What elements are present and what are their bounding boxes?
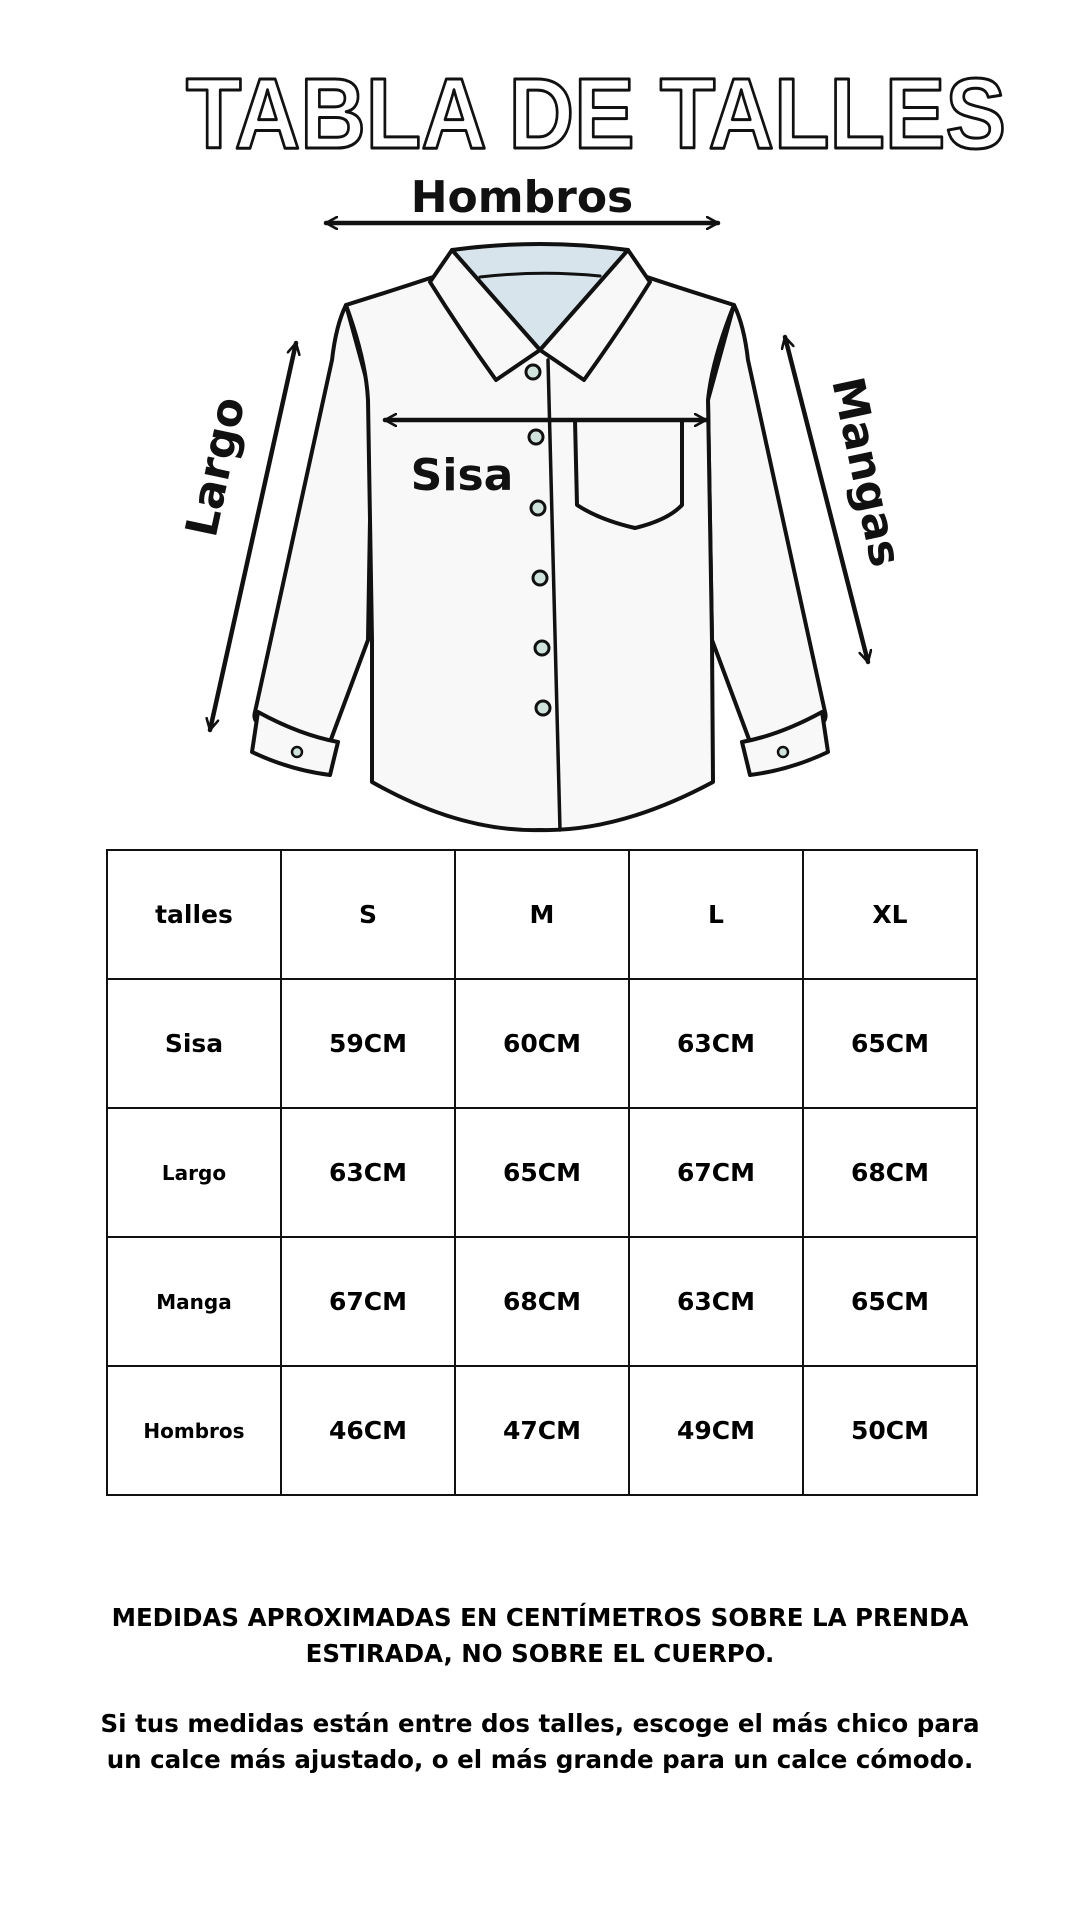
size-table [106,849,978,1496]
right-cuff-button [778,747,788,757]
table-row [107,979,977,1108]
table-header-row [107,850,977,979]
page-title-text: TABLA DE TALLES [186,58,1006,170]
table-row [107,1366,977,1495]
shirt-illustration [252,244,828,830]
button-4 [533,571,547,585]
size-advice: Si tus medidas están entre dos talles, escoge el más chico para un calce más ajustado, o el más grande para un calce cómodo. [100,1709,980,1774]
hombros-label: Hombros [410,172,634,223]
button-2 [529,430,543,444]
row-label-largo: Largo [107,1108,281,1237]
button-1 [526,365,540,379]
table-row [107,1237,977,1366]
left-sleeve [254,305,372,742]
row-label-manga: Manga [107,1237,281,1366]
mangas-label: Mangas [821,372,912,572]
button-6 [536,701,550,715]
table-row [107,1108,977,1237]
shirt-body [346,272,734,830]
header-cell-talles: talles [107,850,281,979]
table-cell: 68CM [455,1237,629,1366]
header-cell-xl: XL [803,850,977,979]
chest-pocket [575,420,682,528]
row-label-hombros: Hombros [107,1366,281,1495]
table-cell: 63CM [629,979,803,1108]
sisa-label: Sisa [410,450,514,501]
header-cell-l: L [629,850,803,979]
shirt-diagram [0,160,1080,840]
table-cell: 60CM [455,979,629,1108]
table-cell: 59CM [281,979,455,1108]
table-cell: 47CM [455,1366,629,1495]
table-cell: 67CM [281,1237,455,1366]
largo-label: Largo [176,392,256,542]
table-cell: 46CM [281,1366,455,1495]
table-cell: 49CM [629,1366,803,1495]
table-cell: 65CM [455,1108,629,1237]
button-5 [535,641,549,655]
table-cell: 65CM [803,1237,977,1366]
table-cell: 63CM [281,1108,455,1237]
row-label-sisa: Sisa [107,979,281,1108]
header-cell-m: M [455,850,629,979]
page-title [0,50,1080,170]
measurement-disclaimer: MEDIDAS APROXIMADAS EN CENTÍMETROS SOBRE LA PRENDA ESTIRADA, NO SOBRE EL CUERPO. [111,1603,969,1668]
left-cuff-button [292,747,302,757]
notes-section [90,1600,990,1778]
table-cell: 67CM [629,1108,803,1237]
table-cell: 65CM [803,979,977,1108]
button-3 [531,501,545,515]
right-sleeve [708,305,826,742]
table-cell: 50CM [803,1366,977,1495]
header-cell-s: S [281,850,455,979]
table-cell: 63CM [629,1237,803,1366]
table-cell: 68CM [803,1108,977,1237]
